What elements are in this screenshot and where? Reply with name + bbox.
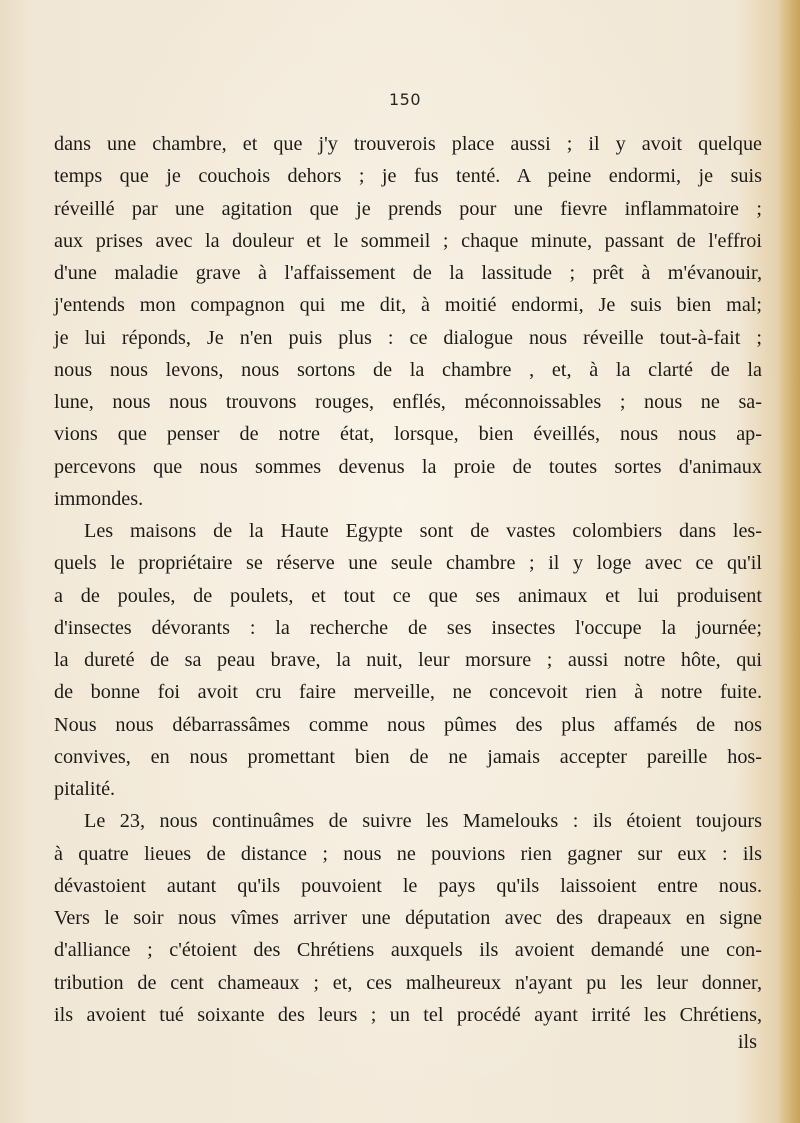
text-line: j'entends mon compagnon qui me dit, à moitié endormi, Je suis bien mal;: [54, 294, 762, 317]
text-line: percevons que nous sommes devenus la proie de toutes sortes d'animaux: [54, 455, 762, 478]
text-line: Vers le soir nous vîmes arriver une députation avec des drapeaux en signe: [54, 907, 762, 929]
text-line: d'une maladie grave à l'affaissement de la lassitude ; prêt à m'évanouir,: [54, 262, 762, 284]
text-line: réveillé par une agitation que je prends pour une fievre inflammatoire ;: [54, 197, 762, 220]
page-number: 150: [388, 90, 422, 109]
text-line: a de poules, de poulets, et tout ce que ses animaux et lui produisent: [54, 584, 762, 607]
text-line: aux prises avec la douleur et le sommeil ; chaque minute, passant de l'effroi: [54, 229, 762, 252]
text-line: convives, en nous promettant bien de ne jamais accepter pareille hos-: [54, 745, 762, 768]
text-line: Les maisons de la Haute Egypte sont de vastes colombiers dans les-: [84, 520, 762, 542]
text-line: dévastoient autant qu'ils pouvoient le pays qu'ils laissoient entre nous.: [54, 874, 762, 897]
text-line: Le 23, nous continuâmes de suivre les Mamelouks : ils étoient toujours: [84, 810, 762, 833]
text-line: je lui réponds, Je n'en puis plus : ce dialogue nous réveille tout-à-fait ;: [54, 326, 762, 349]
text-line: pitalité.: [54, 778, 116, 800]
text-line: temps que je couchois dehors ; je fus tenté. A peine endormi, je suis: [54, 165, 762, 188]
text-line: tribution de cent chameaux ; et, ces malheureux n'ayant pu les leur donner,: [54, 971, 762, 994]
text-line: à quatre lieues de distance ; nous ne pouvions rien gagner sur eux : ils: [54, 842, 762, 865]
text-line: lune, nous nous trouvons rouges, enflés, méconnoissables ; nous ne sa-: [54, 391, 762, 413]
text-line: d'insectes dévorants : la recherche de ses insectes l'occupe la journée;: [54, 616, 762, 639]
text-line: la dureté de sa peau brave, la nuit, leur morsure ; aussi notre hôte, qui: [54, 649, 762, 671]
text-line: quels le propriétaire se réserve une seule chambre ; il y loge avec ce qu'il: [54, 552, 762, 575]
page-edge-shadow: [778, 0, 800, 1123]
text-line: nous nous levons, nous sortons de la chambre , et, à la clarté de la: [54, 358, 762, 381]
text-line: Nous nous débarrassâmes comme nous pûmes des plus affamés de nos: [54, 713, 762, 736]
text-line: d'alliance ; c'étoient des Chrétiens auxquels ils avoient demandé une con-: [54, 939, 762, 962]
catchword: ils: [737, 1031, 757, 1053]
body-text: [54, 128, 762, 1031]
text-line: de bonne foi avoit cru faire merveille, ne concevoit rien à notre fuite.: [54, 681, 762, 704]
text-line: dans une chambre, et que j'y trouverois place aussi ; il y avoit quelque: [54, 133, 762, 155]
text-line: immondes.: [54, 487, 144, 510]
text-line: vions que penser de notre état, lorsque, bien éveillés, nous nous ap-: [54, 423, 762, 446]
text-line: ils avoient tué soixante des leurs ; un tel procédé ayant irrité les Chrétiens,: [54, 1003, 762, 1026]
